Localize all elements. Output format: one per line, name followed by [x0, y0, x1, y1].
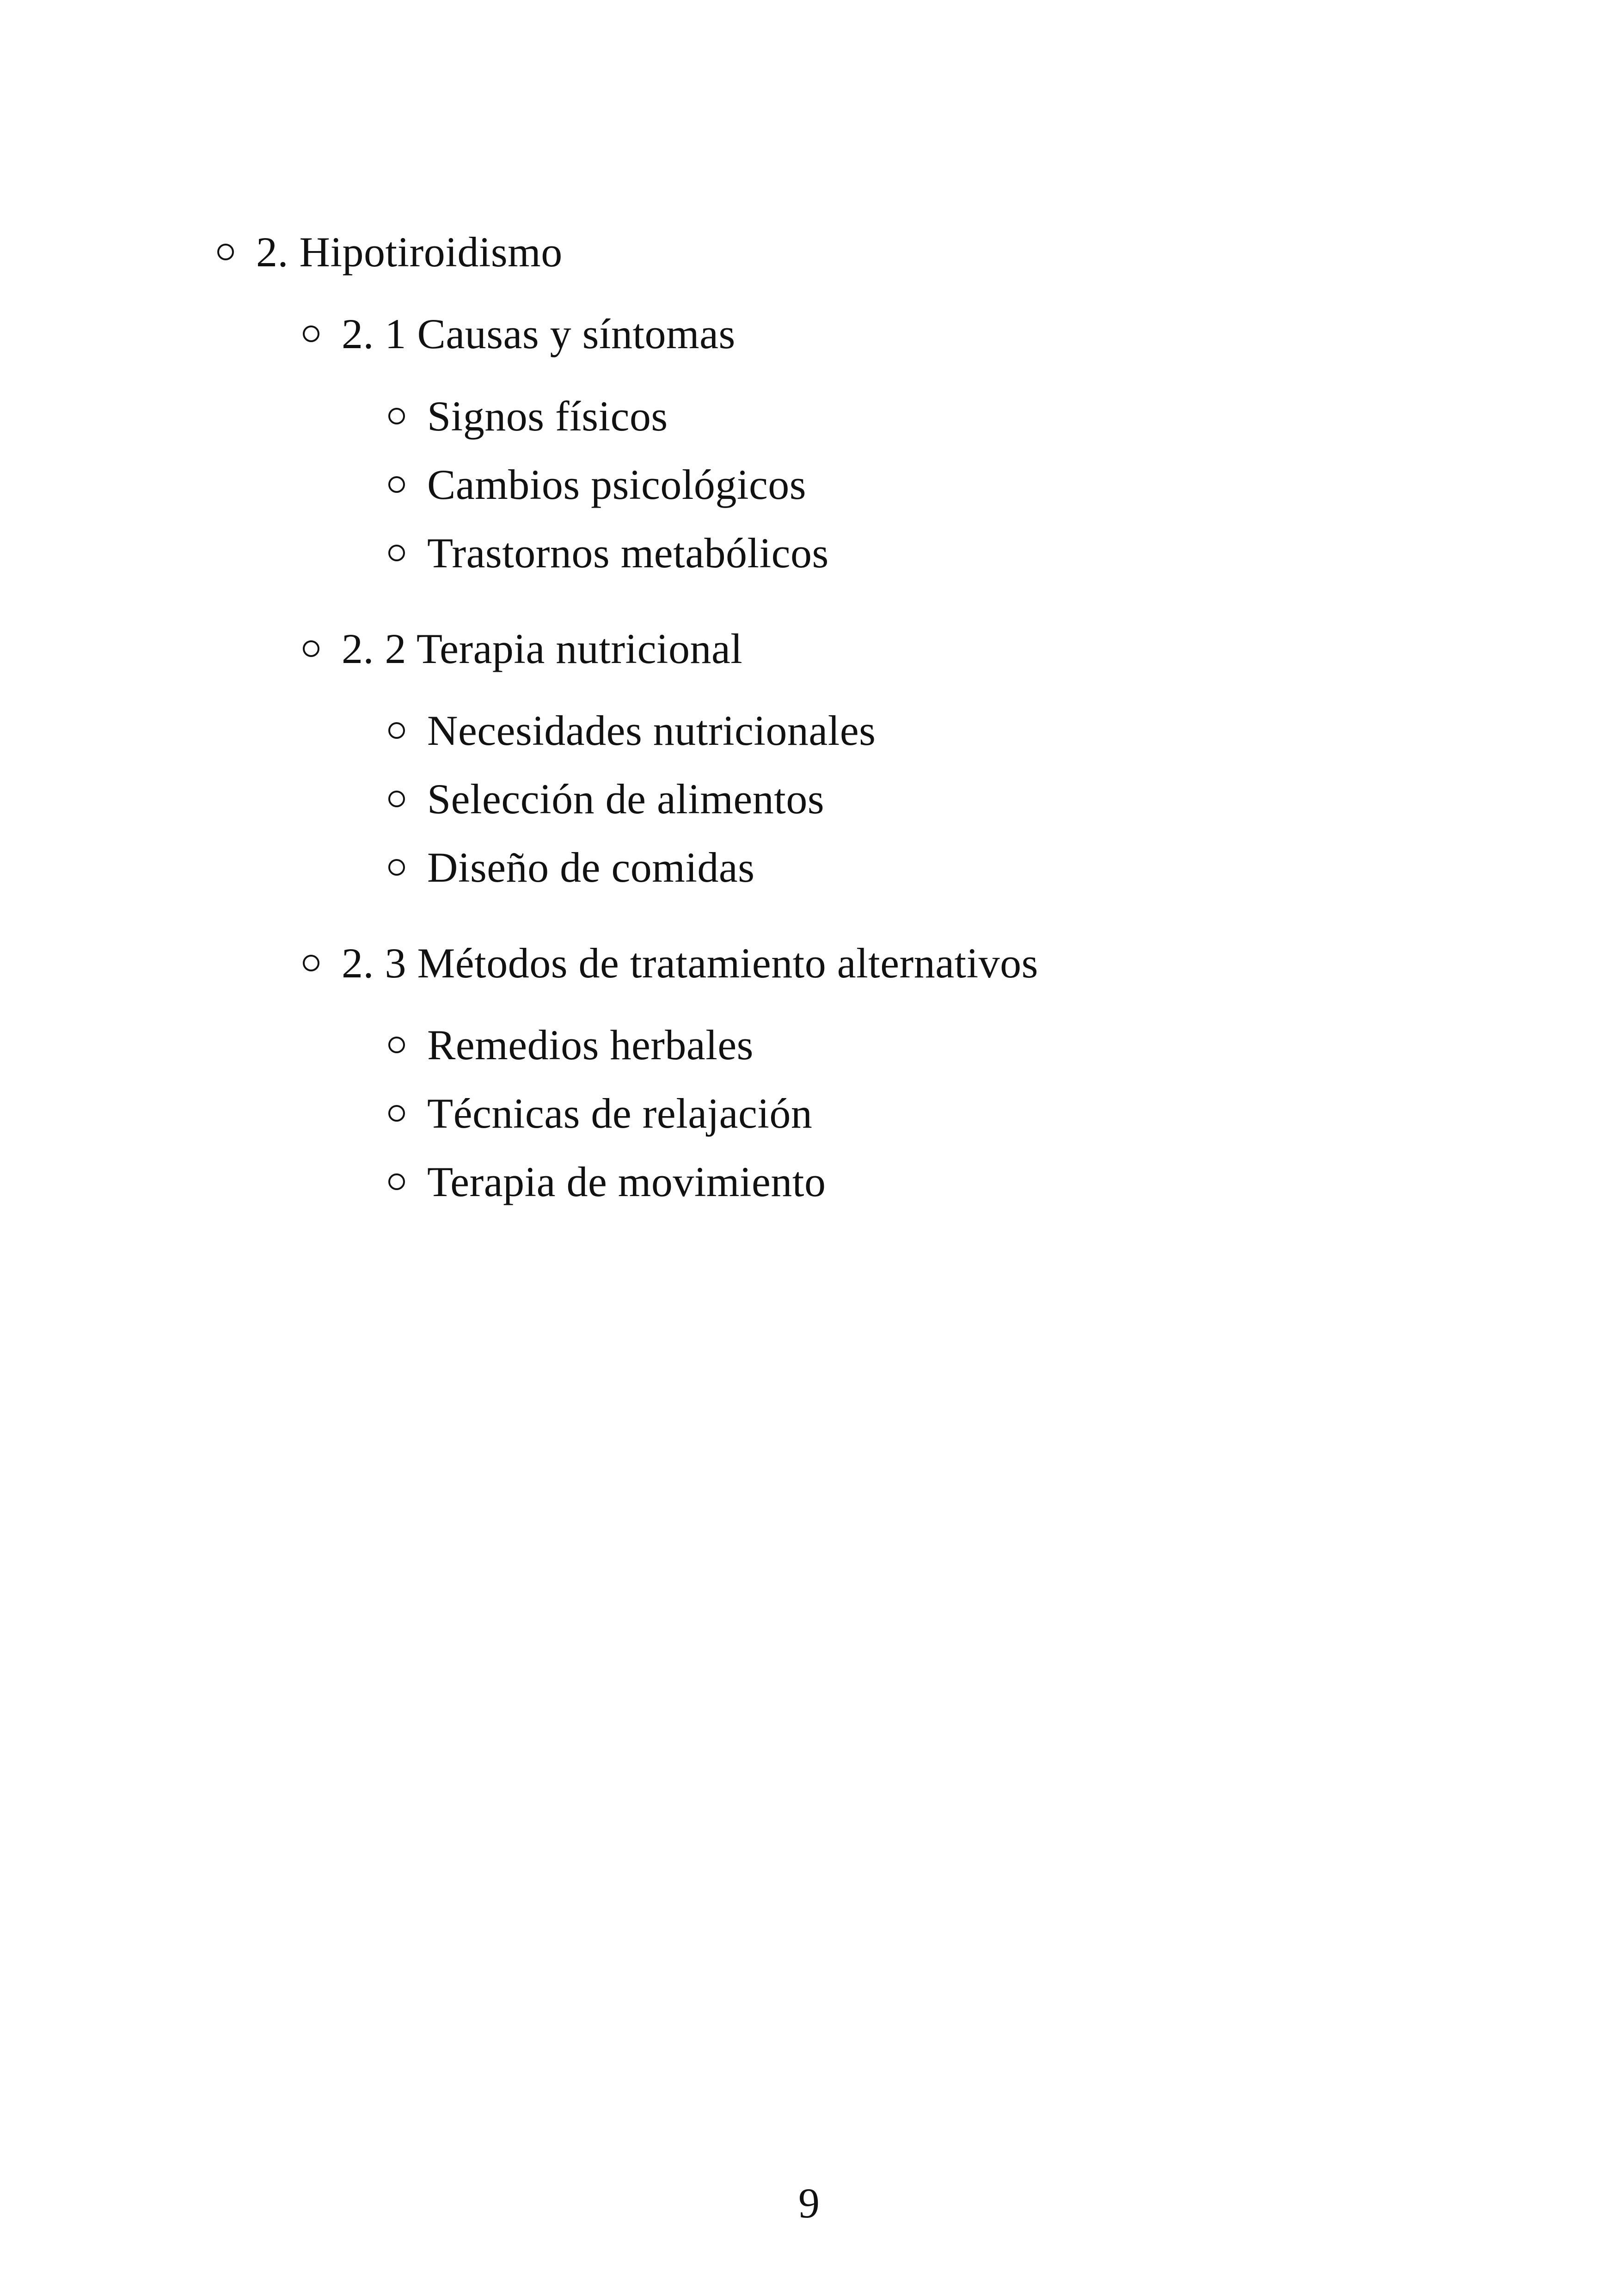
outline-item	[388, 1015, 754, 1075]
item-label: Diseño de comidas	[427, 844, 755, 891]
outline-item	[388, 837, 755, 897]
item-label: Cambios psicológicos	[427, 461, 807, 508]
item-label: Remedios herbales	[427, 1021, 754, 1068]
circle-bullet-icon	[388, 1173, 405, 1190]
outline-item	[388, 700, 876, 761]
outline-item	[388, 1152, 826, 1212]
outline-section	[217, 222, 563, 282]
circle-bullet-icon	[217, 244, 234, 260]
circle-bullet-icon	[303, 640, 319, 657]
outline-item	[388, 386, 668, 446]
outline-subsection	[303, 619, 742, 679]
circle-bullet-icon	[388, 722, 405, 739]
circle-bullet-icon	[388, 1037, 405, 1053]
item-label: Terapia de movimiento	[427, 1158, 826, 1205]
subsection-title: 2. 2 Terapia nutricional	[342, 625, 743, 672]
page-number: 9	[798, 2179, 820, 2227]
outline-item	[388, 769, 824, 829]
circle-bullet-icon	[388, 408, 405, 424]
outline-subsection	[303, 304, 735, 364]
item-label: Selección de alimentos	[427, 775, 825, 823]
subsection-title: 2. 3 Métodos de tratamiento alternativos	[342, 939, 1038, 987]
section-title: 2. Hipotiroidismo	[256, 228, 563, 276]
outline-item	[388, 523, 829, 583]
outline-subsection	[303, 933, 1038, 993]
outline-item	[388, 1083, 812, 1143]
circle-bullet-icon	[303, 325, 319, 342]
circle-bullet-icon	[303, 955, 319, 971]
item-label: Trastornos metabólicos	[427, 529, 829, 577]
item-label: Signos físicos	[427, 393, 668, 440]
circle-bullet-icon	[388, 791, 405, 807]
item-label: Técnicas de relajación	[427, 1090, 813, 1137]
circle-bullet-icon	[388, 476, 405, 493]
circle-bullet-icon	[388, 859, 405, 876]
subsection-title: 2. 1 Causas y síntomas	[342, 310, 735, 357]
outline-item	[388, 454, 806, 515]
circle-bullet-icon	[388, 545, 405, 561]
circle-bullet-icon	[388, 1105, 405, 1122]
item-label: Necesidades nutricionales	[427, 707, 876, 754]
